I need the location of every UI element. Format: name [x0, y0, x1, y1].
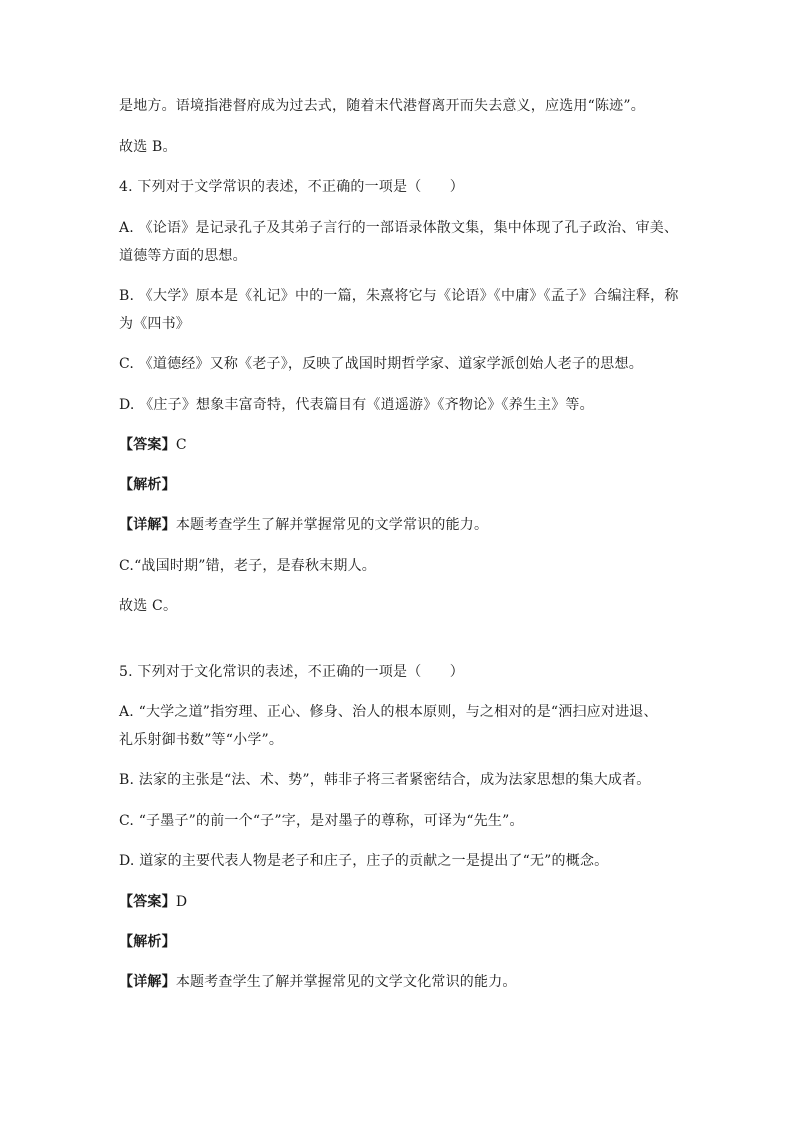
- q5-analysis-tag: 【解析】: [119, 934, 176, 950]
- q5-detail-text: 本题考查学生了解并掌握常见的文学文化常识的能力。: [175, 974, 517, 990]
- q5-detail-line: [119, 973, 679, 991]
- q5-answer-tag: 【答案】: [119, 894, 176, 910]
- q4-option-b-line2: 为《四书》: [119, 316, 190, 332]
- q4-detail-line: [119, 516, 679, 534]
- q4-option-c: C. 《道德经》又称《老子》，反映了战国时期哲学家、道家学派创始人老子的思想。: [119, 356, 643, 372]
- q4-option-d: D. 《庄子》想象丰富奇特，代表篇目有《逍遥游》《齐物论》《养生主》等。: [119, 397, 594, 413]
- q4-option-b-line1: B. 《大学》原本是《礼记》中的一篇，朱熹将它与《论语》《中庸》《孟子》合编注释，称: [119, 288, 679, 304]
- q5-answer-value: D: [175, 894, 188, 910]
- q4-detail-text: 本题考查学生了解并掌握常见的文学常识的能力。: [175, 517, 489, 533]
- q4-option-a-line1: A. 《论语》是记录孔子及其弟子言行的一部语录体散文集，集中体现了孔子政治、审美、: [119, 220, 679, 236]
- q4-detail-tag: 【详解】: [119, 517, 176, 533]
- q4-answer-value: C: [175, 437, 187, 453]
- q4-option-a-line2: 道德等方面的思想。: [119, 248, 247, 264]
- q5-option-a-line1: A. “大学之道”指穷理、正心、修身、治人的根本原则，与之相对的是“洒扫应对进退、: [119, 704, 658, 720]
- q4-analysis-tag: 【解析】: [119, 477, 176, 493]
- q4-stem: 4. 下列对于文学常识的表述，不正确的一项是（ ）: [119, 179, 465, 195]
- q5-stem: 5. 下列对于文化常识的表述，不正确的一项是（ ）: [119, 664, 465, 680]
- prev-conclusion-text: 故选 B。: [119, 139, 177, 155]
- q5-option-b: B. 法家的主张是“法、术、势”，韩非子将三者紧密结合，成为法家思想的集大成者。: [119, 772, 651, 788]
- q5-option-a-line2: 礼乐射御书数”等“小学”。: [119, 732, 284, 748]
- prev-explanation-text: 是地方。语境指港督府成为过去式，随着末代港督离开而失去意义，应选用“陈迹”。: [119, 98, 645, 114]
- q5-option-d: D. 道家的主要代表人物是老子和庄子，庄子的贡献之一是提出了“无”的概念。: [119, 853, 609, 869]
- q5-option-c: C. “子墨子”的前一个“子”字，是对墨子的尊称，可译为“先生”。: [119, 813, 524, 829]
- q4-answer-line: [119, 436, 679, 454]
- q4-answer-tag: 【答案】: [119, 437, 176, 453]
- q5-detail-tag: 【详解】: [119, 974, 176, 990]
- q4-explanation: C.“战国时期”错，老子，是春秋末期人。: [119, 558, 376, 574]
- q4-conclusion: 故选 C。: [119, 598, 178, 614]
- q5-answer-line: [119, 893, 679, 911]
